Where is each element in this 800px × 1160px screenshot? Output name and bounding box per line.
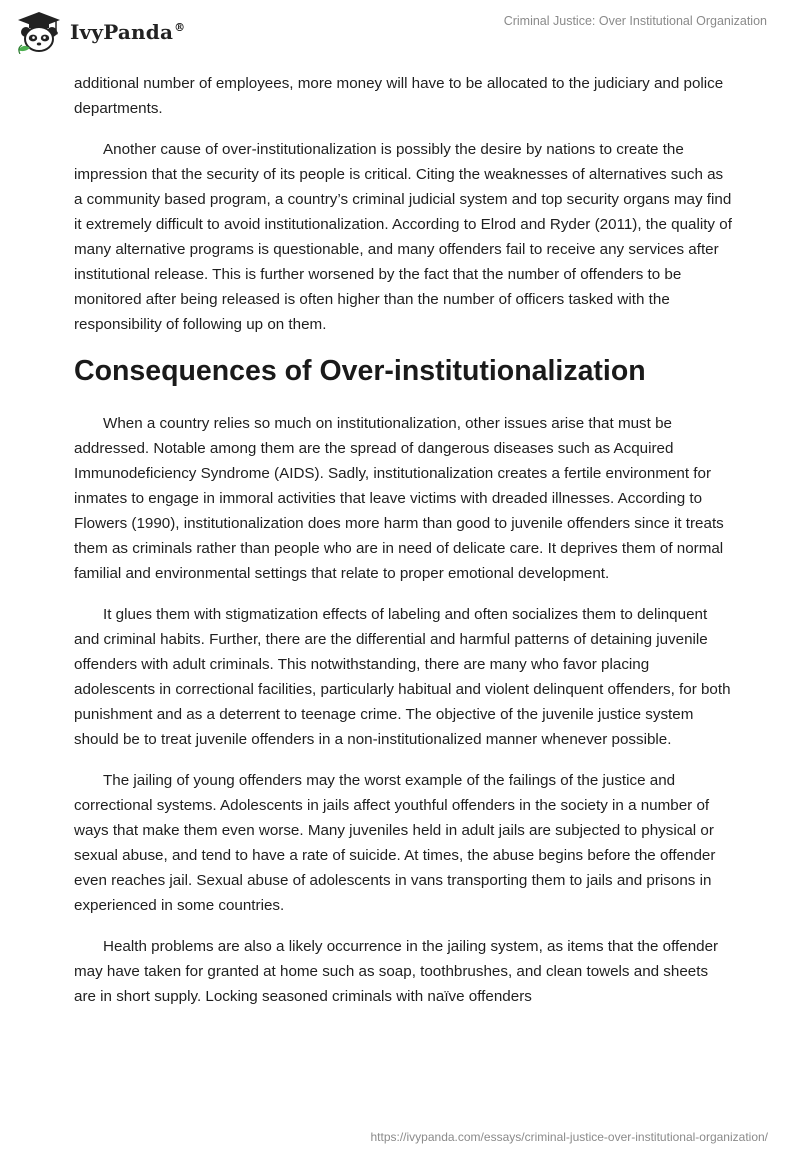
logo-wordmark (70, 20, 185, 44)
section-heading: Consequences of Over-institutionalization (74, 355, 646, 387)
document-title: Criminal Justice: Over Institutional Organization (503, 14, 767, 28)
paragraph-over-institutionalization-causes: Another cause of over-institutionalization is possibly the desire by nations to create the impression that the security of its people is critical. Citing the weaknesses of alternatives such as a community based program, a country’s criminal judicial system and top security organs may find it extremely difficult to avoid institutionalization. According to Elrod and Ryder (2011), the quality of many alternative programs is questionable, and many offenders fail to receive any services after institutional release. This is further worsened by the fact that the number of offenders to be monitored after being released is often higher than the number of officers tasked with the responsibility of following up on them. (74, 141, 732, 333)
ivypanda-logo[interactable] (14, 10, 185, 54)
paragraph-consequences-intro: When a country relies so much on institutionalization, other issues arise that must be addressed. Notable among them are the spread of dangerous diseases such as Acquired Immunodeficiency Syndrome (AIDS). Sadly, institutionalization creates a fertile environment for inmates to engage in immoral activities that leave victims with dreaded illnesses. According to Flowers (1990), institutionalization does more harm than good to juvenile offenders since it treats them as criminals rather than people who are in need of delicate care. It deprives them of normal familial and environmental settings that relate to proper emotional development. (74, 415, 724, 582)
essay-body (74, 71, 734, 1025)
paragraph-stigmatization: It glues them with stigmatization effects of labeling and often socializes them to delinquent and criminal habits. Further, there are the differential and harmful patterns of detaining juvenile offenders with adult criminals. This notwithstanding, there are many who favor placing adolescents in correctional facilities, particularly habitual and violent delinquent offenders, for both punishment and as a deterrent to teenage crime. The objective of the juvenile justice system should be to treat juvenile offenders in a non-institutionalized manner whenever possible. (74, 606, 731, 748)
paragraph-jailing-young-offenders: The jailing of young offenders may the worst example of the failings of the justice and correctional systems. Adolescents in jails affect youthful offenders in the society in a number of ways that make them even worse. Many juveniles held in adult jails are subjected to physical or sexual abuse, and tend to have a rate of suicide. At times, the abuse begins before the offender even reaches jail. Sexual abuse of adolescents in vans transporting them to jails and prisons in experienced in some countries. (74, 772, 716, 914)
logo-text: IvyPanda (70, 20, 174, 44)
paragraph-health-problems: Health problems are also a likely occurrence in the jailing system, as items that the offender may have taken for granted at home such as soap, toothbrushes, and clean towels and sheets are in short supply. Locking seasoned criminals with naïve offenders (74, 938, 719, 1005)
paragraph-continued: additional number of employees, more money will have to be allocated to the judiciary and police departments. (74, 75, 724, 117)
registered-mark: ® (174, 21, 186, 35)
source-url[interactable]: https://ivypanda.com/essays/criminal-justice-over-institutional-organization/ (370, 1130, 768, 1144)
page-header (0, 0, 800, 70)
panda-graduate-icon (14, 10, 64, 54)
